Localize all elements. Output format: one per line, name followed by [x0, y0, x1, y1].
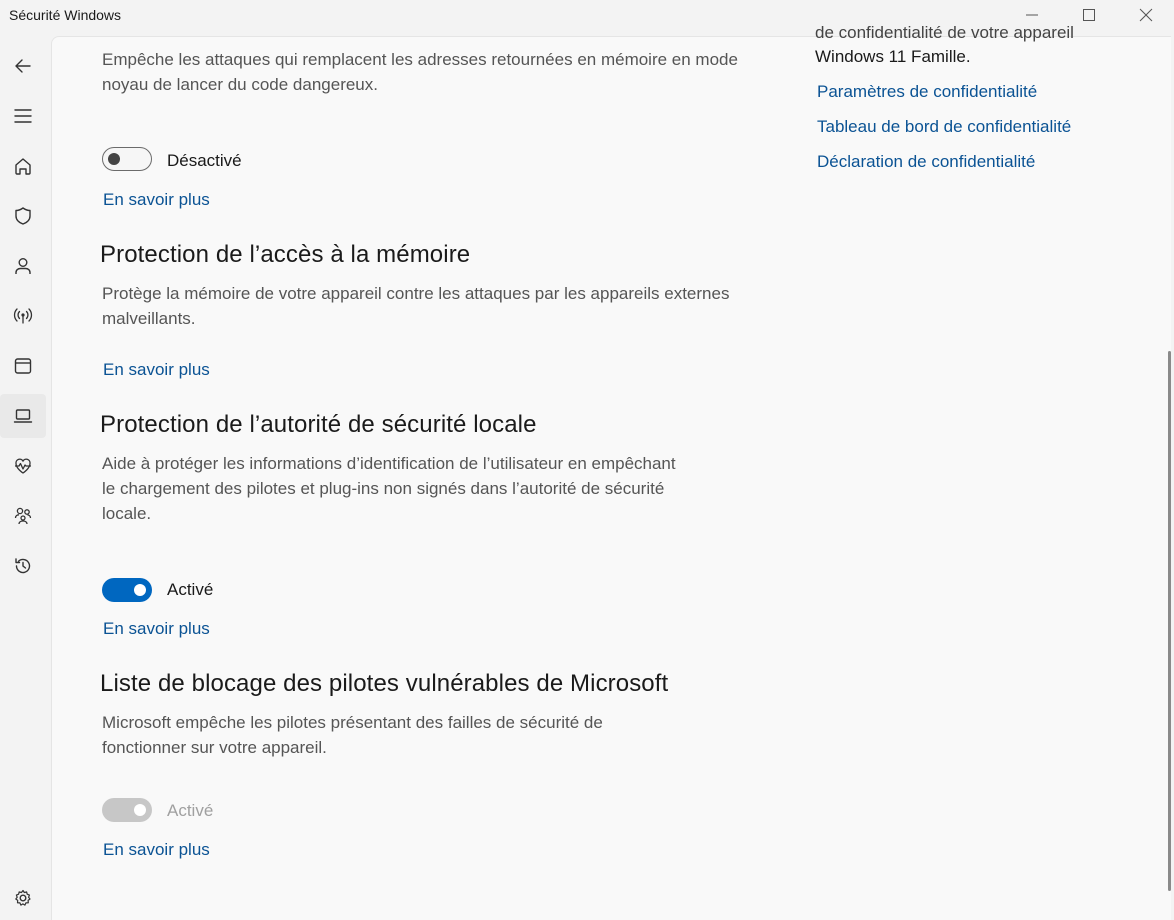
heart-pulse-icon	[13, 456, 33, 476]
lsa-protection-toggle[interactable]	[102, 578, 152, 602]
driver-blocklist-learn-more-link[interactable]: En savoir plus	[103, 840, 210, 859]
sidebar-item-device-security[interactable]	[0, 394, 46, 438]
lsa-protection-learn-more-link[interactable]: En savoir plus	[103, 619, 210, 638]
driver-blocklist-toggle	[102, 798, 152, 822]
memory-access-description: Protège la mémoire de votre appareil contre les attaques par les appareils externes malveillants.	[102, 284, 730, 328]
back-button[interactable]	[0, 44, 46, 88]
kernel-stack-toggle[interactable]	[102, 147, 152, 171]
minimize-icon	[1026, 9, 1038, 21]
wireless-antenna-icon	[13, 306, 33, 326]
vertical-scrollbar[interactable]	[1168, 351, 1171, 891]
sidebar-item-firewall[interactable]	[0, 294, 46, 338]
memory-access-learn-more-link[interactable]: En savoir plus	[103, 360, 210, 379]
close-icon	[1140, 9, 1152, 21]
sidebar-item-account-protection[interactable]	[0, 244, 46, 288]
sidebar-item-home[interactable]	[0, 144, 46, 188]
browser-window-icon	[13, 356, 33, 376]
close-button[interactable]	[1118, 0, 1174, 30]
maximize-icon	[1083, 9, 1095, 21]
privacy-dashboard-link[interactable]: Tableau de bord de confidentialité	[817, 117, 1072, 136]
back-arrow-icon	[13, 56, 33, 76]
privacy-statement-link[interactable]: Déclaration de confidentialité	[817, 152, 1036, 171]
sidebar	[0, 34, 50, 920]
toggle-knob	[134, 584, 146, 596]
laptop-icon	[13, 406, 33, 426]
windows-edition-text: Windows 11 Famille.	[815, 47, 971, 66]
history-icon	[13, 556, 33, 576]
home-icon	[13, 156, 33, 176]
gear-icon	[13, 888, 33, 908]
sidebar-item-device-performance[interactable]	[0, 444, 46, 488]
driver-blocklist-toggle-label: Activé	[167, 801, 214, 820]
shield-icon	[13, 206, 33, 226]
sidebar-item-app-browser[interactable]	[0, 344, 46, 388]
kernel-stack-toggle-label: Désactivé	[167, 151, 242, 170]
privacy-settings-link[interactable]: Paramètres de confidentialité	[817, 82, 1038, 101]
sidebar-item-family-options[interactable]	[0, 494, 46, 538]
lsa-protection-title: Protection de l’autorité de sécurité locale	[100, 411, 537, 438]
main-content	[51, 23, 1171, 920]
hamburger-menu-icon	[13, 106, 33, 126]
privacy-partial-text: de confidentialité de votre appareil	[815, 23, 1074, 42]
toggle-knob	[134, 804, 146, 816]
kernel-stack-learn-more-link[interactable]: En savoir plus	[103, 190, 210, 209]
lsa-protection-toggle-label: Activé	[167, 580, 214, 599]
sidebar-item-virus-protection[interactable]	[0, 194, 46, 238]
family-icon	[13, 506, 33, 526]
menu-button[interactable]	[0, 94, 46, 138]
toggle-knob	[108, 153, 120, 165]
lsa-protection-description: Aide à protéger les informations d’identification de l’utilisateur en empêchant le chargement des pilotes et plug-ins non signés dans l’autorité de sécurité locale.	[102, 454, 676, 523]
driver-blocklist-description: Microsoft empêche les pilotes présentant des failles de sécurité de fonctionner sur votre appareil.	[102, 713, 603, 757]
driver-blocklist-title: Liste de blocage des pilotes vulnérables de Microsoft	[100, 670, 669, 697]
memory-access-title: Protection de l’accès à la mémoire	[100, 241, 471, 268]
person-icon	[13, 256, 33, 276]
app-title: Sécurité Windows	[9, 7, 122, 23]
sidebar-item-settings[interactable]	[0, 876, 46, 920]
kernel-stack-description: Empêche les attaques qui remplacent les adresses retournées en mémoire en mode noyau de lancer du code dangereux.	[102, 50, 738, 94]
sidebar-item-protection-history[interactable]	[0, 544, 46, 588]
